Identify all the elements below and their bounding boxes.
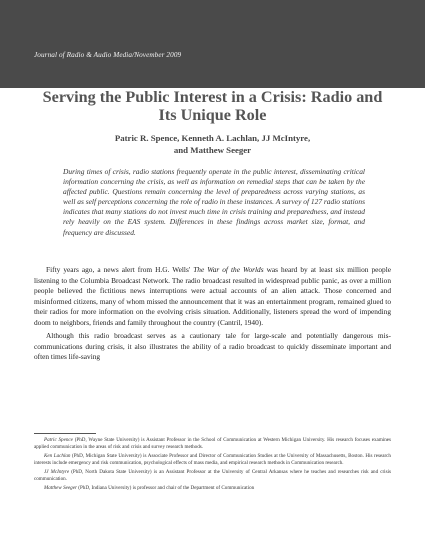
body-text (34, 265, 391, 363)
footnote-divider (34, 433, 96, 434)
footnote-item (34, 485, 391, 492)
body-paragraph-1 (34, 265, 391, 328)
authors-line-2: and Matthew Seeger (173, 145, 252, 156)
footnote-author-name: Patric Spence (44, 437, 73, 443)
body-paragraph-2: Although this radio broadcast serves as a cautionary tale for large-scale and potentially dangerous mis-communications during crisis, it also illustrates the ability of a radio broadcast to quickly disseminate important and often times life-saving (34, 331, 391, 362)
abstract: During times of crisis, radio stations frequently operate in the public interest, disseminating critical information concerning the crisis, as well as information on remedial steps that can be taken by the affected public. Questions remain concerning the level of preparedness across varying stations, as well as self perceptions concerning the role of radio in these instances. A survey of 127 radio stations indicates that many stations do not invest much time in crisis training and preparedness, and instead rely heavily on the EAS system. Differences in these findings across market size, format, and frequency are discussed. (63, 167, 366, 237)
footnote-item (34, 469, 391, 483)
footnote-text: (PhD, Wayne State University) is Assistant Professor in the School of Communication at Western Michigan University. His research focuses examines applied communication in the areas of risk and crisis and survey research methods. (34, 437, 391, 450)
journal-name: Journal of Radio & Audio Media/November 2009 (34, 51, 182, 59)
footnote-item (34, 453, 391, 467)
author-footnotes (34, 437, 391, 492)
body-p1-before: Fifty years ago, a news alert from H.G. Wells' (46, 265, 194, 274)
footnote-author-name: Matthew Seeger (44, 485, 77, 492)
footnote-text: (PhD, Michigan State University) is Associate Professor and Director of Communication Studies at the University of Massachusetts, Boston. His research interests include emergency and risk communication, psychological effects of mass media, and empirical research methods in Communication research. (34, 453, 391, 466)
authors-line-1: Patric R. Spence, Kenneth A. Lachlan, JJ McIntyre, (114, 133, 311, 143)
cited-work-title: The War of the Worlds (193, 265, 264, 274)
footnote-item (34, 437, 391, 451)
article-title: Serving the Public Interest in a Crisis: Radio and Its Unique Role (42, 88, 383, 124)
footnote-author-name: JJ McIntyre (44, 469, 70, 476)
author-list (40, 132, 385, 156)
journal-header-bar (0, 0, 425, 88)
footnote-text: (PhD, North Dakota State University) is an Assistant Professor at the University of Central Arkansas where he teaches and researches risk and crisis communication. (34, 469, 391, 482)
footnote-author-name: Ken Lachlan (44, 453, 71, 460)
body-p1-after: was heard by at least six million people listening to the Columbia Broadcast Network. The radio broadcast resulted in widespread public panic, as over a million people believed the fictitious news interruptions were actual accounts of an alien attack. Those concerned and misinformed citizens, many of whom missed the announcement that it was an entertainment program, remained glued to their radios for more information on the evolving crisis situation. Additionally, listeners spread the word of impending doom to neighbors, friends and family throughout the country (Cantril, 1940). (34, 265, 392, 327)
footnote-text: (PhD, Indiana University) is professor and chair of the Department of Communication (76, 485, 255, 492)
